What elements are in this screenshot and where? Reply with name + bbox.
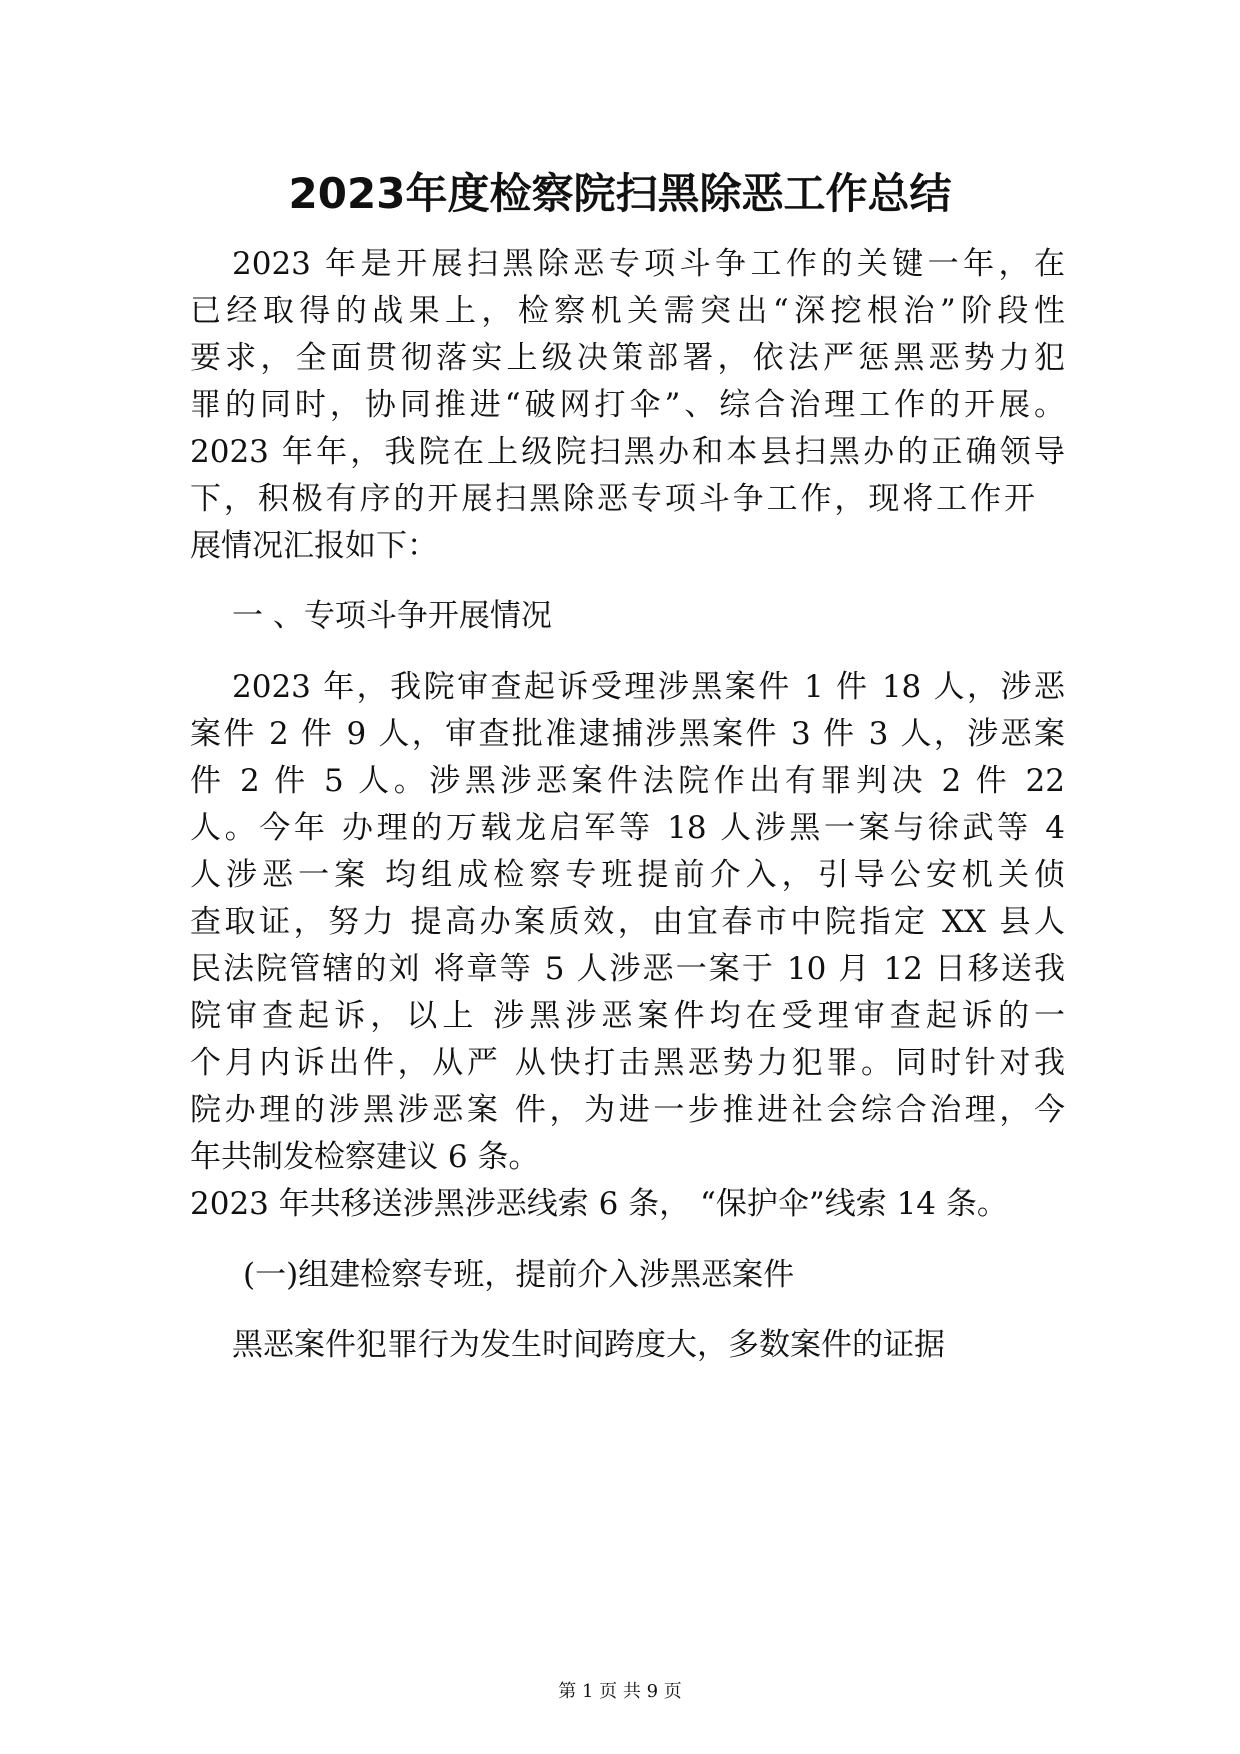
document-title: 2023年度检察院扫黑除恶工作总结 xyxy=(288,169,952,218)
paragraph-line: 院办理的涉黑涉恶案 件，为进一步推进社会综合治理，今 xyxy=(190,1092,1065,1128)
section-heading: 一 、专项斗争开展情况 xyxy=(232,598,552,634)
paragraph-line: 黑恶案件犯罪行为发生时间跨度大，多数案件的证据 xyxy=(232,1327,945,1363)
page-footer: 第 1 页 共 9 页 xyxy=(558,1681,682,1702)
paragraph-line: 下，积极有序的开展扫黑除恶专项斗争工作，现将工作开 xyxy=(190,481,1035,517)
paragraph-line: 已经取得的战果上，检察机关需突出“深挖根治”阶段性 xyxy=(190,293,1065,329)
paragraph-line: 展情况汇报如下： xyxy=(190,528,438,564)
paragraph-line: 查取证，努力 提高办案质效，由宜春市中院指定 XX 县人 xyxy=(190,904,1065,940)
paragraph-line: 要求，全面贯彻落实上级决策部署，依法严惩黑恶势力犯 xyxy=(190,340,1065,376)
paragraph-line: 2023 年年，我院在上级院扫黑办和本县扫黑办的正确领导 xyxy=(190,434,1065,470)
paragraph-line: 2023 年，我院审查起诉受理涉黑案件 1 件 18 人，涉恶 xyxy=(232,669,1065,705)
paragraph-line: 人。今年 办理的万载龙启军等 18 人涉黑一案与徐武等 4 xyxy=(190,810,1065,846)
paragraph-line: 民法院管辖的刘 将章等 5 人涉恶一案于 10 月 12 日移送我 xyxy=(190,951,1065,987)
subsection-heading: (一)组建检察专班，提前介入涉黑恶案件 xyxy=(243,1257,795,1293)
paragraph-line: 人涉恶一案 均组成检察专班提前介入，引导公安机关侦 xyxy=(190,857,1065,893)
paragraph-line: 件 2 件 5 人。涉黑涉恶案件法院作出有罪判决 2 件 22 xyxy=(190,763,1065,799)
paragraph-line: 案件 2 件 9 人，审查批准逮捕涉黑案件 3 件 3 人，涉恶案 xyxy=(190,716,1065,752)
paragraph-line: 罪的同时，协同推进“破网打伞”、综合治理工作的开展。 xyxy=(190,387,1065,423)
paragraph-line: 2023 年共移送涉黑涉恶线索 6 条， “保护伞”线索 14 条。 xyxy=(190,1186,1008,1222)
paragraph-line: 个月内诉出件，从严 从快打击黑恶势力犯罪。同时针对我 xyxy=(190,1045,1065,1081)
paragraph-line: 年共制发检察建议 6 条。 xyxy=(190,1139,540,1175)
paragraph-line: 院审查起诉，以上 涉黑涉恶案件均在受理审查起诉的一 xyxy=(190,998,1065,1034)
paragraph-line: 2023 年是开展扫黑除恶专项斗争工作的关键一年，在 xyxy=(232,246,1065,282)
